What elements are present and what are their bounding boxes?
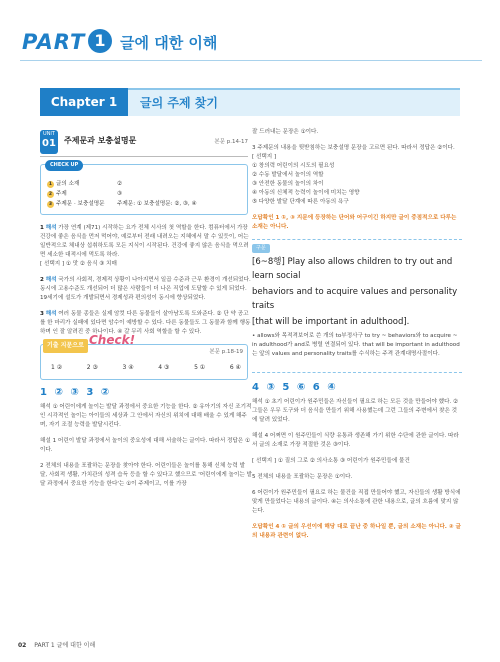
gichul-answers xyxy=(51,363,241,372)
grammar-sentence-line: [6~8행] Play also allows children to try out and learn social xyxy=(252,257,453,281)
checkup-row xyxy=(47,189,241,199)
answer-item: 2 ③ xyxy=(86,364,98,371)
gichul-page-ref: 본문 p.18-19 xyxy=(209,349,243,355)
row-number: 2 xyxy=(48,192,53,197)
chapter-label: Chapter 1 xyxy=(40,88,128,116)
grammar-sentence-line: behaviors and to acquire values and personality traits xyxy=(252,287,458,311)
explanation-paragraph: 해석 ① 초기 어린이가 원주민들은 자신들이 필요로 하는 모든 것을 만들어야 했다. ② 그들은 우무 도구와 더 음식을 만들기 위해 사용했는데 그런 그들의 주변에서 찾은 것에 달려 있었다. xyxy=(252,399,459,423)
unit-badge xyxy=(40,130,58,154)
para-text: 가장 연계 (제71) 시작하는 요가 전체 시사의 첫 역할을 한다. 컴퓨터에서 가장 건강에 좋은 음식을 먼저 먹어야, 예로부터 전래 내려오는 지혜에서 말 수 있듯이, 어는 일반적으로 체내상 섭취하도록 모든 지식이 시작된다. 건강에 좋지 않은 음식을 먹으려면 세소한 대적시에 먹도록 하라. xyxy=(40,225,249,258)
gichul-check-label: Check! xyxy=(89,333,136,347)
answer-item: 1 ② xyxy=(51,364,63,371)
choice-item: ① 창의력 어린이의 시도의 필요성 xyxy=(252,163,335,169)
para-label: 해석 xyxy=(45,311,57,317)
para-number: 1 xyxy=(40,225,44,231)
unit-page-ref: 본문 p.14-17 xyxy=(214,139,248,145)
answer-summary: 4 ③ 5 ⑥ 6 ④ xyxy=(252,382,338,393)
wrong-answer-note: 오답확인 4 ① 글의 우선이에 해당 대로 끝난 중 하나일 뿐, 글의 소재는 아니다. ② 글의 내용과 관련이 없다. xyxy=(252,524,461,539)
grammar-tag: 구문 xyxy=(252,244,270,253)
unit-divider xyxy=(40,156,248,157)
grammar-box xyxy=(252,239,462,373)
para-label: 해석 xyxy=(45,277,57,283)
gichul-tag: 기출 지문으로 xyxy=(43,339,88,353)
footer-text: PART 1 글에 대한 이해 xyxy=(34,642,96,649)
para-text: 국가의 사회적, 경제적 상황이 나아지면서 일곱 수준과 근무 환경이 개선되었다. 동시에 고용수준도 개선되어 더 많은 사람들이 더 나은 직업에 도달할 수 있게 되었다. 19세기에 설도가 개발되면서 경제성과 편의성이 동시에 향상되었다. xyxy=(40,277,251,301)
explanation-paragraph: 5 전체의 내용을 포괄하는 문장은 ①이다. xyxy=(252,474,353,480)
explanation-paragraph: 해설 4 어쩌면 이 원주민들이 식량 유통과 생존해 가기 위한 수단에 관한 글이다. 따라서 글의 소재로 가장 적절한 것은 ③이다. xyxy=(252,433,459,448)
choice-item: ⑤ 다양한 발달 단계에 따른 아동의 욕구 xyxy=(252,199,349,205)
answer-item: 3 ④ xyxy=(122,364,134,371)
row-value: ② xyxy=(117,181,123,187)
para-text: 3 주제문의 내용을 뒷받침하는 보충설명 문장을 고르면 된다. 따라서 정답은 ②이다. xyxy=(252,145,455,151)
answer-item: 5 ① xyxy=(194,364,206,371)
part-number: 1 xyxy=(88,29,112,53)
choice-item: ② 수동 발달에서 놀이의 역할 xyxy=(252,172,324,178)
part-title: 글에 대한 이해 xyxy=(120,34,218,52)
chapter-bar xyxy=(40,88,460,116)
unit-label: UNIT xyxy=(43,131,55,137)
explanation-paragraph: 해설 1 어린이 발달 과정에서 놀이의 중요성에 대해 서술하는 글이다. 따라서 정답은 ①이다. xyxy=(40,438,251,453)
wrong-answer-note: 오답확인 1 ①, ③ 지문에 등장하는 단어와 어구이긴 하지만 글이 중점적으로 다루는 소재는 아니다. xyxy=(252,215,457,230)
choice-item: ④ 아동의 신체적 능력이 놀이에 미치는 영향 xyxy=(252,190,360,196)
para-number: 3 xyxy=(40,311,44,317)
row-value: 주제문: ① 보충설명문: ②, ③, ④ xyxy=(117,201,197,207)
checkup-tag: CHECK UP xyxy=(45,160,83,171)
para-label: 해석 xyxy=(45,225,57,231)
explanation-paragraph: 2 전체의 내용을 포괄하는 문장을 찾아야 한다. 어린이들은 놀이를 통해 신체 능력 발달, 사회적 생활, 가치관의 성격 습득 등을 할 수 있다고 했으므로 '어린이에게 놀이는 발달 과정에서 중요한 기능을 한다'는 ①이 주제이고, 이를 가장 xyxy=(40,463,252,487)
explanation-paragraph xyxy=(40,276,252,303)
para-choices: [ 선택지 ] ① 맛 ② 음식 ③ 치매 xyxy=(40,261,117,267)
row-value: ③ xyxy=(117,191,123,197)
choices-title: [ 선택지 ] xyxy=(252,154,277,160)
answer-item: 4 ③ xyxy=(158,364,170,371)
explanation-paragraph xyxy=(40,310,252,337)
row-key: 주제 xyxy=(56,191,67,197)
explanation-paragraph: 6 어린이가 원주민들이 필요로 하는 물건을 직접 만들어야 했고, 자신들의 생활 방식에 맞게 만들었다는 내용의 글이다. ④는 의사소통에 관한 내용으로, 글의 흐름에 맞지 않는다. xyxy=(252,490,461,514)
row-number: 1 xyxy=(48,182,53,187)
explanation-paragraph: 해석 ① 어린이에게 놀이는 발달 과정에서 중요한 기능을 한다. ② 유아기의 자신 조기적인 시각적인 놀이는 아이들의 세상과 그 안에서 자신의 위치에 대해 배울 수 있게 해주며, 자기 조절 능력을 발달시킨다. xyxy=(40,404,252,428)
unit-number: 01 xyxy=(42,138,56,149)
grammar-note: • allows와 목적격보어로 쓴 개의 to부정사구 to try ~ behaviors와 to acquire ~ in adulthood가 and로 병렬 연결되어 있다. that will be important in adulthood는 앞의 values and personality traits를 수식하는 주격 관계대명사절이다. xyxy=(252,333,460,357)
para-number: 2 xyxy=(40,277,44,283)
right-column xyxy=(252,128,462,548)
para-text: 여러 동물 종들은 실제 암컷 다른 동물들이 살아남도록 도와준다. ② 단 약 공고를 한 마리가 실패에 있다면 암수이 예방할 수 있다. 다른 동물들도 그 동물과 함께 행동하며 인 잘 알려진 중 하나이다. ④ 갈 무리 사회 역할을 할 수 있다. xyxy=(40,311,251,335)
page-footer xyxy=(18,640,95,649)
part-divider xyxy=(20,60,482,61)
choice-item: ③ 안전한 동물의 놀이의 차이 xyxy=(252,181,324,187)
choices-line: [ 선택지 ] ① 질의 그로 ② 의사소통 ③ 어린이가 원주민들에 물건 xyxy=(252,458,410,464)
left-column xyxy=(40,128,252,496)
chapter-title: 글의 주제 찾기 xyxy=(140,96,218,110)
checkup-box xyxy=(40,164,248,215)
part-word: PART xyxy=(22,30,86,54)
grammar-sentence-line: [that will be important in adulthood]. xyxy=(252,317,410,327)
unit-header xyxy=(40,128,252,158)
explanation-paragraph xyxy=(252,144,462,207)
checkup-row xyxy=(47,179,241,189)
checkup-row xyxy=(47,199,241,209)
row-number: 3 xyxy=(48,202,53,207)
explanation-paragraph: 잘 드러내는 문장은 ①이다. xyxy=(252,129,319,135)
gichul-check-box xyxy=(40,333,248,380)
part-header xyxy=(0,0,500,60)
answer-item: 6 ④ xyxy=(229,364,241,371)
explanation-paragraph xyxy=(40,224,252,269)
row-key: 주제문 · 보충설명문 xyxy=(56,201,105,207)
page-number: 02 xyxy=(18,642,27,649)
answer-summary: 1 ② ③ 3 ② xyxy=(40,387,112,398)
row-key: 글의 소재 xyxy=(56,181,80,187)
unit-title: 주제문과 보충설명문 xyxy=(64,136,137,145)
